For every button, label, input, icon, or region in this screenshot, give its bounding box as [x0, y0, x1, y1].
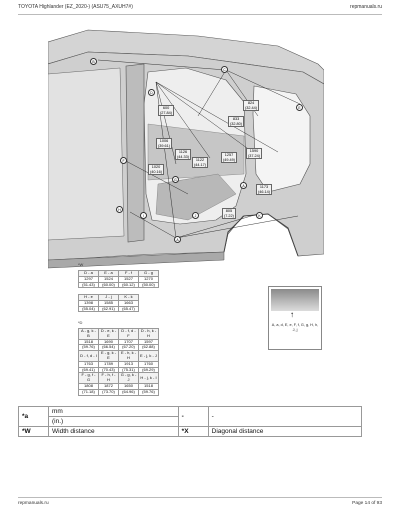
table-header-cell: F - h, f - H — [99, 373, 119, 384]
table-header-cell: D - a — [79, 271, 99, 277]
page-footer — [18, 501, 382, 506]
table-header-cell: F - g, f - G — [79, 373, 99, 384]
table-sub-cell: (73.70) — [99, 389, 119, 395]
table-value-cell: 1297 — [79, 276, 99, 282]
table-value-cell: 1913 — [119, 361, 139, 367]
table-sub-cell: (65.47) — [119, 306, 139, 312]
table-value-cell: 1524 — [99, 276, 119, 282]
table-sub-cell: (59.76) — [79, 345, 99, 351]
table-sub-cell: (60.00) — [99, 282, 119, 288]
table-value-cell: 1270 — [139, 276, 159, 282]
footer-divider — [18, 497, 382, 498]
table-sub-cell: (50.00) — [139, 282, 159, 288]
table-sub-cell: (71.18) — [79, 389, 99, 395]
legend-symbol: *X — [178, 427, 208, 437]
table-header-cell: A - g, k - B — [79, 329, 99, 340]
table-sub-cell: (70.43) — [99, 367, 119, 373]
site-name: repmanuals.ru — [350, 4, 382, 10]
table-sub-cell: (51.43) — [79, 282, 99, 288]
table-value-cell: 1585 — [99, 300, 119, 306]
table-header-cell: D - f, d - F — [119, 329, 139, 340]
width-distance-table — [78, 270, 159, 288]
table-header-cell: G - g, k - J — [119, 373, 139, 384]
table-value-cell: 1760 — [139, 361, 159, 367]
detail-inset-image — [271, 289, 319, 311]
dimension-callout: 1122 (44.17) — [194, 158, 207, 167]
point-marker: A — [240, 182, 247, 189]
table-header-cell: J - j — [99, 295, 119, 301]
point-marker: J — [192, 212, 199, 219]
table-header-cell: D - f, d - I — [79, 351, 99, 362]
table-header-cell: D - h, k - H — [139, 329, 159, 340]
dimension-callout: 1590 (37.24) — [248, 149, 261, 158]
table-sub-cell: (67.20) — [119, 345, 139, 351]
detail-inset-caption: A, a, d, E, e, F, f, G, g, H, h, J, j — [271, 323, 319, 332]
table-header-cell: E - a — [99, 271, 119, 277]
table-sub-cell: (62.91) — [99, 306, 119, 312]
table-value-cell: 1808 — [79, 383, 99, 389]
legend-description: Diagonal distance — [208, 427, 361, 437]
table-header-cell: E - j, k - J — [139, 351, 159, 362]
legend-symbol: - — [178, 407, 208, 427]
point-marker: F — [120, 157, 127, 164]
legend-symbol: *a — [19, 407, 49, 427]
point-marker: G — [172, 176, 179, 183]
table-value-cell: 1597 — [139, 339, 159, 345]
dimension-callout: 805 (7.22) — [224, 209, 234, 218]
table-value-cell: 1763 — [79, 361, 99, 367]
dimension-callout: 1173 (46.14) — [258, 185, 271, 194]
page-number: Page 14 of 93 — [352, 501, 382, 506]
header-divider — [18, 14, 382, 15]
table-value-cell: 1527 — [119, 276, 139, 282]
point-marker: K — [256, 212, 263, 219]
dimension-callout: 824 (32.44) — [245, 101, 258, 110]
table-header-cell: E - h, k - H — [119, 351, 139, 362]
dimension-callout: 1020 (40.16) — [150, 165, 163, 174]
dimension-callout: 600 (27.84) — [160, 106, 173, 115]
legend-description: Width distance — [49, 427, 179, 437]
footer-site: repmanuals.ru — [18, 501, 49, 506]
table-value-cell: 1707 — [119, 339, 139, 345]
table-header-cell: H - e — [79, 295, 99, 301]
table-value-cell: 1789 — [99, 361, 119, 367]
table-header-cell: E - g, k - E — [99, 351, 119, 362]
document-title: TOYOTA Highlander (EZ_2020-) (ASU75_AXUH7#) — [18, 4, 133, 10]
table-sub-cell: (55.04) — [79, 306, 99, 312]
legend-table — [18, 406, 362, 437]
point-marker: A — [174, 236, 181, 243]
table-value-cell: 1663 — [119, 300, 139, 306]
point-marker: E — [296, 104, 303, 111]
table-value-cell: 1398 — [79, 300, 99, 306]
point-marker: B — [90, 58, 97, 65]
diagonal-table-label: *D — [78, 320, 83, 325]
table-sub-cell: (66.54) — [99, 345, 119, 351]
table-value-cell: 1872 — [99, 383, 119, 389]
table-value-cell: 1690 — [99, 339, 119, 345]
point-marker: D — [148, 89, 155, 96]
table-sub-cell: (59.76) — [139, 389, 159, 395]
table-sub-cell: (62.88) — [139, 345, 159, 351]
arrow-up-icon: ↑ — [290, 310, 294, 319]
table-header-cell: D - e, k - E — [99, 329, 119, 340]
dimension-callout: 1257 (49.49) — [223, 153, 236, 162]
table-sub-cell: (69.29) — [139, 367, 159, 373]
table-value-cell: 1518 — [139, 383, 159, 389]
width-distance-table-2 — [78, 294, 139, 312]
detail-inset — [268, 286, 322, 350]
point-marker: I — [140, 212, 147, 219]
dimension-callout: 1006 (39.61) — [158, 139, 171, 148]
point-marker: H — [116, 206, 123, 213]
table-header-cell: F - f — [119, 271, 139, 277]
legend-symbol: *W — [19, 427, 49, 437]
table-value-cell: 1518 — [79, 339, 99, 345]
width-table-label: *W — [78, 262, 84, 267]
legend-description: (in.) — [49, 417, 179, 427]
page-header — [18, 4, 382, 14]
table-sub-cell: (64.96) — [119, 389, 139, 395]
table-value-cell: 1650 — [119, 383, 139, 389]
point-marker: C — [221, 66, 228, 73]
table-sub-cell: (69.41) — [79, 367, 99, 373]
legend-description: mm — [49, 407, 179, 417]
table-sub-cell: (75.31) — [119, 367, 139, 373]
table-header-cell: H - j, k - I — [139, 373, 159, 384]
table-header-cell: K - k — [119, 295, 139, 301]
table-sub-cell: (60.12) — [119, 282, 139, 288]
diagonal-distance-table — [78, 328, 159, 396]
dimension-callout: 833 (32.80) — [230, 117, 243, 126]
dimension-callout: 1126 (44.33) — [177, 150, 190, 159]
legend-description: - — [208, 407, 361, 427]
table-header-cell: G - g — [139, 271, 159, 277]
